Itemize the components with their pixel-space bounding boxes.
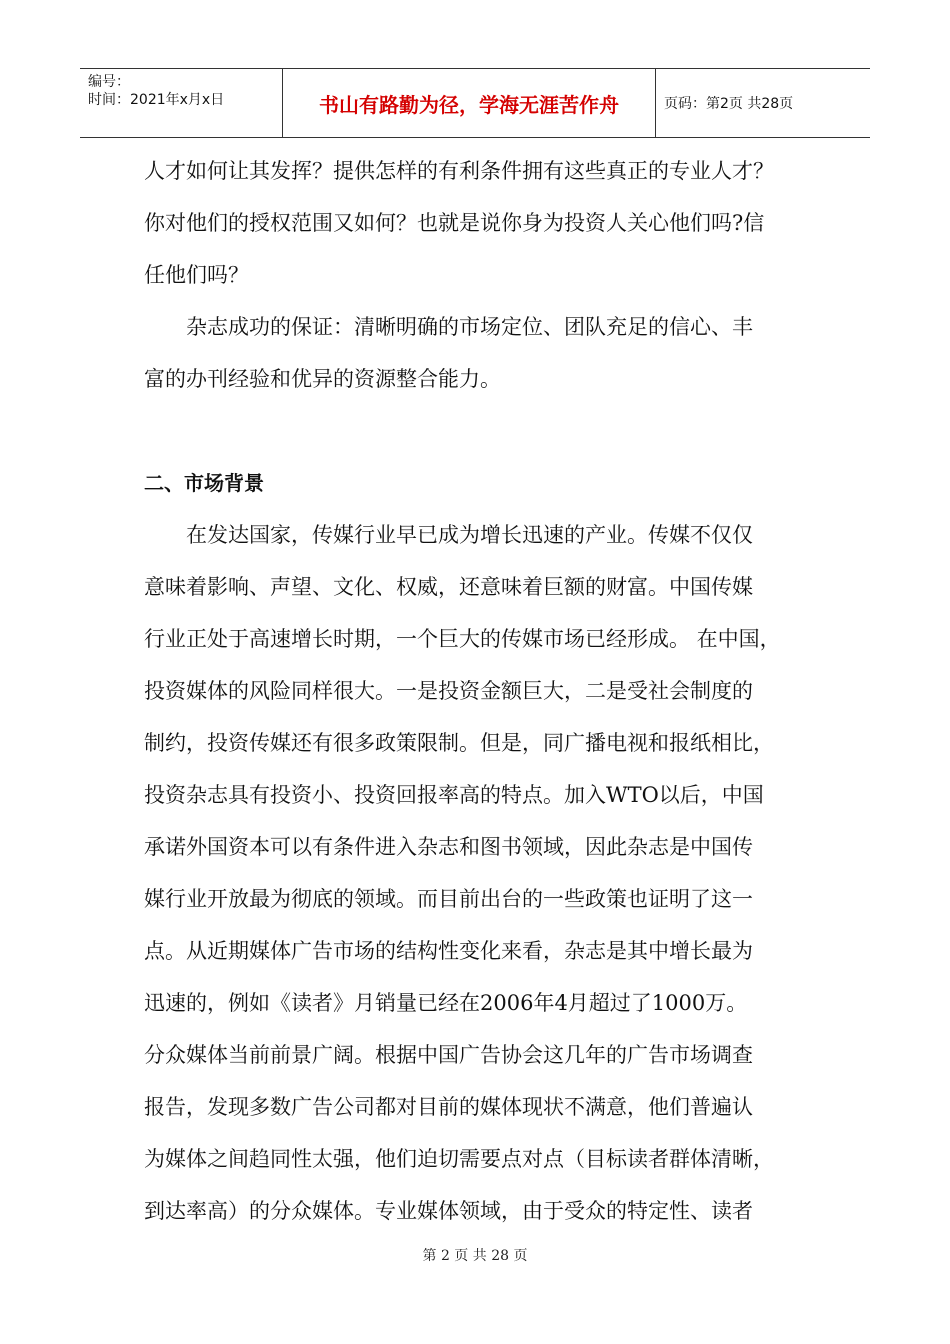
paragraph-line: 点。从近期媒体广告市场的结构性变化来看，杂志是其中增长最为 <box>144 939 753 963</box>
paragraph-line: 富的办刊经验和优异的资源整合能力。 <box>144 367 501 391</box>
paragraph-line: 分众媒体当前前景广阔。根据中国广告协会这几年的广告市场调查 <box>144 1043 753 1067</box>
paragraph-line: 任他们吗？ <box>144 263 249 287</box>
paragraph-line: 媒行业开放最为彻底的领域。而目前出台的一些政策也证明了这一 <box>144 887 753 911</box>
paragraph-line: 你对他们的授权范围又如何？也就是说你身为投资人关心他们吗?信 <box>144 211 765 235</box>
page-header <box>80 68 870 138</box>
paragraph-line: 在发达国家，传媒行业早已成为增长迅速的产业。传媒不仅仅 <box>186 523 753 547</box>
paragraph-line: 投资媒体的风险同样很大。一是投资金额巨大，二是受社会制度的 <box>144 679 753 703</box>
document-body <box>144 145 804 1237</box>
paragraph-line: 杂志成功的保证：清晰明确的市场定位、团队充足的信心、丰 <box>186 315 753 339</box>
paragraph-line: 制约，投资传媒还有很多政策限制。但是，同广播电视和报纸相比， <box>144 731 774 755</box>
paragraph-line: 意味着影响、声望、文化、权威，还意味着巨额的财富。中国传媒 <box>144 575 753 599</box>
header-meta-cell <box>80 69 283 137</box>
header-page-info: 页码：第2页 共28页 <box>664 96 794 112</box>
page-footer: 第 2 页 共 28 页 <box>422 1248 528 1264</box>
paragraph-line: 报告，发现多数广告公司都对目前的媒体现状不满意，他们普遍认 <box>144 1095 753 1119</box>
paragraph-line: 行业正处于高速增长时期，一个巨大的传媒市场已经形成。 在中国， <box>144 627 781 651</box>
paragraph-line: 人才如何让其发挥？提供怎样的有利条件拥有这些真正的专业人才？ <box>144 159 774 183</box>
section-heading: 二、市场背景 <box>144 471 264 495</box>
section-spacer <box>144 405 804 457</box>
paragraph-line: 投资杂志具有投资小、投资回报率高的特点。加入WTO以后，中国 <box>144 783 764 807</box>
document-number-label: 编号： <box>88 74 130 90</box>
paragraph-line: 承诺外国资本可以有条件进入杂志和图书领域，因此杂志是中国传 <box>144 835 753 859</box>
paragraph-line: 到达率高）的分众媒体。专业媒体领域，由于受众的特定性、读者 <box>144 1199 753 1223</box>
paragraph-line: 迅速的，例如《读者》月销量已经在2006年4月超过了1000万。 <box>144 991 748 1015</box>
document-date-label: 时间：2021年x月x日 <box>88 92 225 108</box>
paragraph-line: 为媒体之间趋同性太强，他们迫切需要点对点（目标读者群体清晰， <box>144 1147 774 1171</box>
header-motto: 书山有路勤为径，学海无涯苦作舟 <box>283 69 656 137</box>
